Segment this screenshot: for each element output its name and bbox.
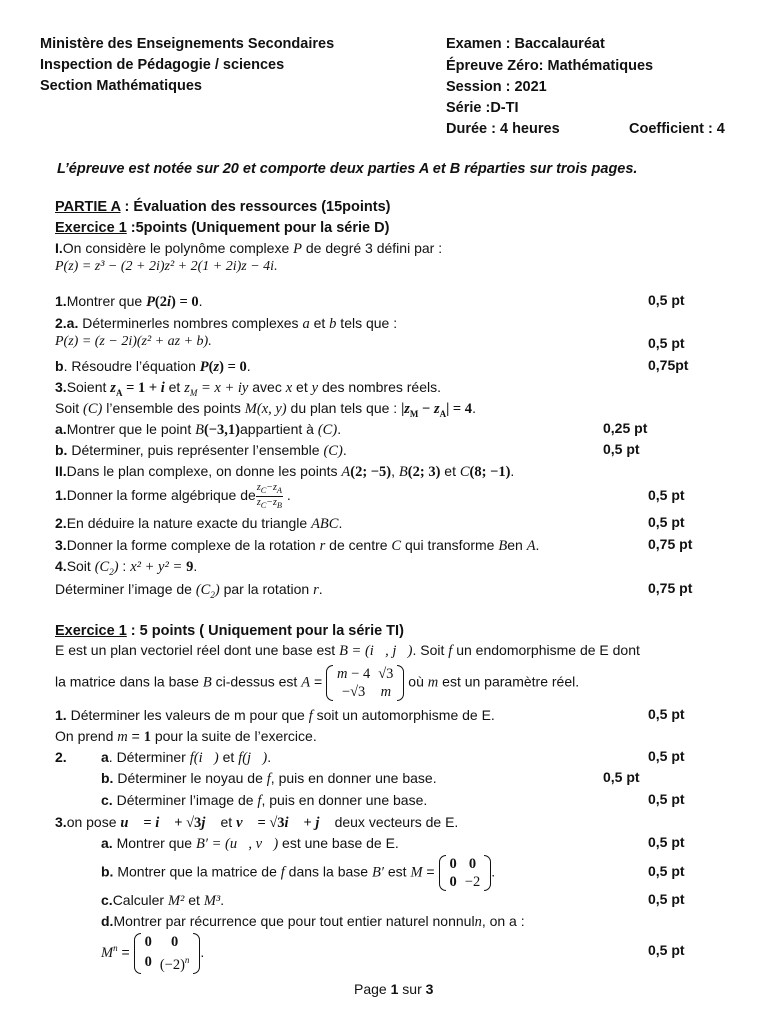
page-footer: Page 1 sur 3 [354,981,434,997]
ti-matrix-a: la matrice dans la base B ci-dessus est A = m − 4 √3 −√3 m où m est un paramètre réel. [55,666,580,700]
question-3b: b. Déterminer, puis représenter l’ensemble (C). [55,442,347,459]
points-ti-3a: 0,5 pt [648,834,685,850]
points-ti-2b: 0,5 pt [603,769,640,785]
points-ii-2: 0,5 pt [648,514,685,530]
factorization: P(z) = (z − 2i)(z² + az + b). [55,334,212,349]
points-ii-1: 0,5 pt [648,487,685,503]
header-duree: Durée : 4 heures [446,121,560,137]
points-ti-3c: 0,5 pt [648,891,685,907]
header-ministry: Ministère des Enseignements Secondaires [40,36,335,52]
points-ti-2a: 0,5 pt [648,748,685,764]
points-ti-2c: 0,5 pt [648,791,685,807]
question-ii-2: 2.En déduire la nature exacte du triangle ABC. [55,515,343,532]
points-q2a: 0,5 pt [648,335,685,351]
points-ii-4: 0,75 pt [648,580,693,596]
question-ii-3: 3.Donner la forme complexe de la rotation r de centre C qui transforme Ben A. [55,537,540,554]
ti-question-2c: c. Déterminer l’image de f, puis en donner une base. [101,792,428,809]
partie-a-title: PARTIE A : Évaluation des ressources (15points) [55,199,391,215]
question-ii-1: 1.Donner la forme algébrique de $\frac{z_C-z_A}{z_C-z_B}$ . [55,482,291,510]
exercice-1-d-title: Exercice 1 :5points (Uniquement pour la série D) [55,220,390,236]
ti-question-3: 3.on pose u⃗ = i⃗ + √3j⃗ et v⃗ = √3i⃗ + j⃗ deux vecteurs de E. [55,814,459,831]
ti-m-equals-1: On prend m = 1 pour la suite de l’exercice. [55,728,317,745]
header-serie: Série :D-TI [446,100,519,116]
question-ii-4: 4.Soit $(C_2)$ : x² + y² = 9. [55,558,198,577]
ti-question-3b: b. Montrer que la matrice de f dans la base B′ est M = 0 0 0 −2 . [101,856,496,890]
ti-question-1: 1. Déterminer les valeurs de m pour que f soit un automorphisme de E. [55,707,495,724]
question-2a: 2.a. Déterminerles nombres complexes a et b tels que : [55,315,398,332]
points-q1: 0,5 pt [648,292,685,308]
header-coefficient: Coefficient : 4 [629,121,725,137]
set-c-definition: Soit (C) l’ensemble des points M(x, y) du plan tels que : $|z_M - z_A| = 4$. [55,400,476,419]
ti-question-2a: a. Déterminer f(i⃗) et f(j⃗). [101,749,272,766]
polynomial-definition: P(z) = z³ − (2 + 2i)z² + 2(1 + 2i)z − 4i. [55,259,278,274]
ti-question-2b: b. Déterminer le noyau de f, puis en donner une base. [101,770,437,787]
ti-question-3c: c.Calculer M² et M³. [101,892,225,909]
question-1: 1.Montrer que P(2i) = 0. [55,293,203,310]
ti-question-3a: a. Montrer que B′ = (u⃗, v⃗) est une base de E. [101,835,399,852]
header-session: Session : 2021 [446,79,547,95]
ti-question-3d: d.Montrer par récurrence que pour tout entier naturel nonnuln, on a : [101,913,525,930]
points-q3b: 0,5 pt [603,441,640,457]
header-section: Section Mathématiques [40,78,202,94]
question-ii-4-image: Déterminer l’image de $(C_2)$ par la rotation r. [55,581,323,600]
points-q2b: 0,75pt [648,357,689,373]
part-i-intro: I.On considère le polynôme complexe P de degré 3 défini par : [55,240,443,257]
matrix-m: 0 0 0 −2 [439,855,492,891]
matrix-a: m − 4 √3 −√3 m [326,665,404,701]
points-q3a: 0,25 pt [603,420,648,436]
part-ii-intro: II.Dans le plan complexe, on donne les points A(2; −5), B(2; 3) et C(8; −1). [55,463,515,480]
header-epreuve: Épreuve Zéro: Mathématiques [446,58,654,74]
points-ti-3b: 0,5 pt [648,863,685,879]
header-inspection: Inspection de Pédagogie / sciences [40,57,285,73]
ti-question-2-label: 2. [55,749,67,765]
points-ti-3d: 0,5 pt [648,942,685,958]
question-3a: a.Montrer que le point B(−3,1)appartient à (C). [55,421,342,438]
ti-intro: E est un plan vectoriel réel dont une base est B = (i⃗, j⃗). Soit f un endomorphisme de E dont [55,642,640,659]
question-2b: b. Résoudre l’équation P(z) = 0. [55,358,251,375]
matrix-mn: 0 0 0 $(-2)^n$ [134,933,201,974]
intro-note: L’épreuve est notée sur 20 et comporte deux parties A et B réparties sur trois pages. [57,161,638,177]
ti-mn-formula: $M^n$ = 0 0 0 $(-2)^n$ . [101,934,205,973]
header-exam: Examen : Baccalauréat [446,36,605,52]
points-ti-1: 0,5 pt [648,706,685,722]
question-3: 3.Soient $z_A = 1 + i$ et $z_M = x$ + iy avec x et y des nombres réels. [55,379,442,398]
points-ii-3: 0,75 pt [648,536,693,552]
exercice-1-ti-title: Exercice 1 : 5 points ( Uniquement pour la série TI) [55,623,404,639]
